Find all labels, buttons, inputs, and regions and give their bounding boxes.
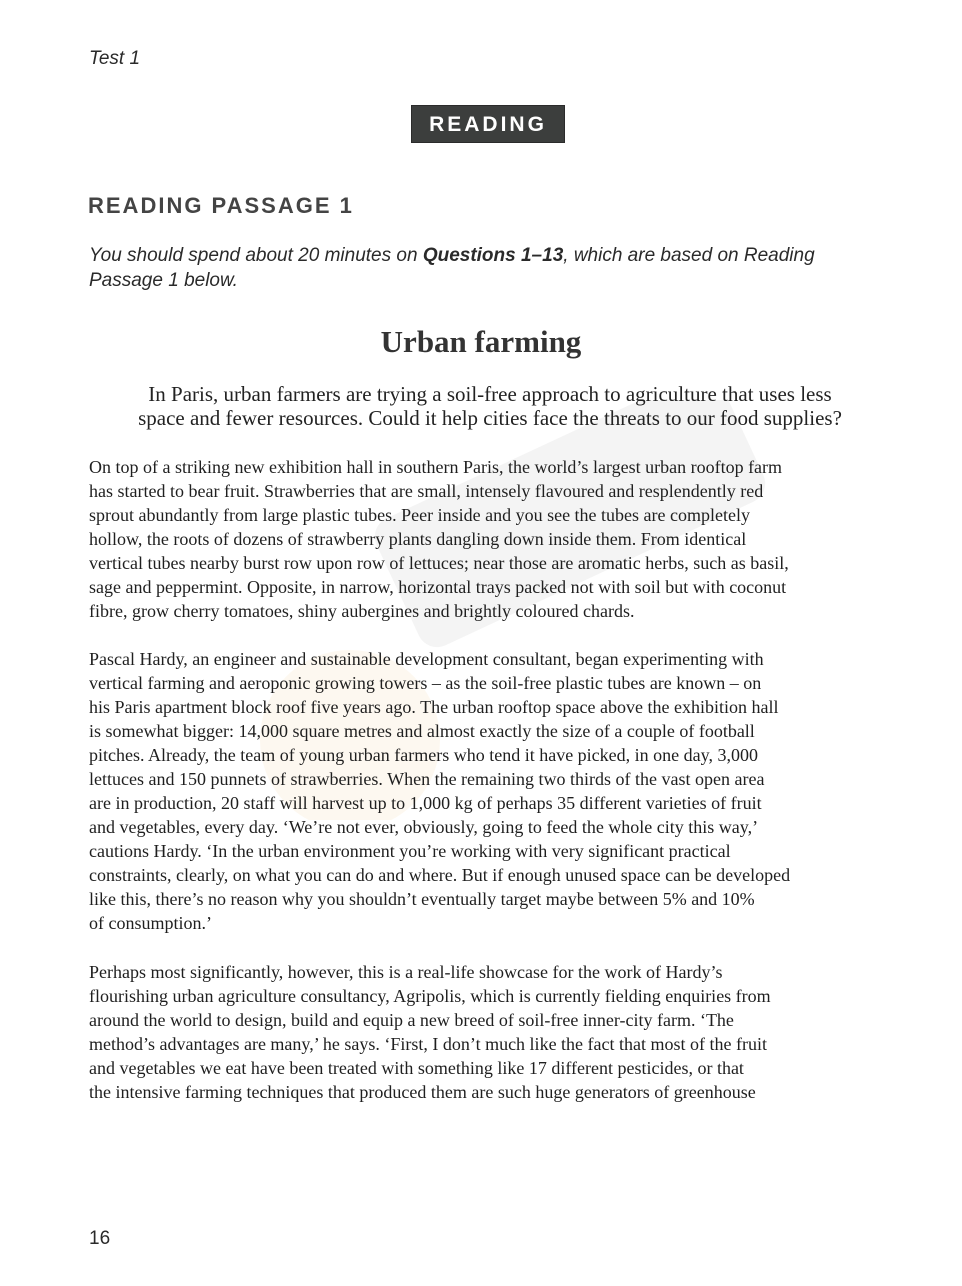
instruction-suffix: , which are based on Reading Passage 1 below. [89,245,815,291]
section-title-box: READING [411,105,565,143]
subtitle-line: In Paris, urban farmers are trying a soil-free approach to agriculture that uses less [148,382,832,406]
text-line: of consumption.’ [89,913,212,933]
text-line: Perhaps most significantly, however, this is a real-life showcase for the work of Hardy’s [89,962,723,982]
text-line: hollow, the roots of dozens of strawberry plants dangling down inside them. From identical [89,529,747,549]
text-line: method’s advantages are many,’ he says. ‘First, I don’t much like the fact that most of the fruit [89,1034,767,1054]
instruction-text [89,243,889,293]
text-line: sage and peppermint. Opposite, in narrow, horizontal trays packed not with soil but with coconut [89,577,787,597]
text-line: cautions Hardy. ‘In the urban environment you’re working with very significant practical [89,841,731,861]
text-line: like this, there’s no reason why you shouldn’t eventually target maybe between 5% and 10% [89,889,755,909]
text-line: his Paris apartment block roof five years ago. The urban rooftop space above the exhibition hall [89,697,779,717]
text-line: around the world to design, build and equip a new breed of soil-free inner-city farm. ‘The [89,1010,734,1030]
page-number: 16 [89,1228,111,1249]
instruction-questions: Questions 1–13 [422,245,564,266]
text-line: has started to bear fruit. Strawberries that are small, intensely flavoured and resplendently red [89,481,764,501]
test-label: Test 1 [89,48,141,69]
paragraph-2 [89,647,899,935]
text-line: is somewhat bigger: 14,000 square metres and almost exactly the size of a couple of football [89,721,755,741]
text-line: On top of a striking new exhibition hall in southern Paris, the world’s largest urban rooftop farm [89,457,783,477]
passage-heading: READING PASSAGE 1 [88,193,354,218]
text-line: pitches. Already, the team of young urban farmers who tend it have picked, in one day, 3,000 [89,745,758,765]
subtitle-line: space and fewer resources. Could it help cities face the threats to our food supplies? [138,406,842,430]
text-line: Pascal Hardy, an engineer and sustainable development consultant, began experimenting with [89,649,764,669]
text-line: vertical tubes nearby burst row upon row of lettuces; near those are aromatic herbs, such as basil, [89,553,789,573]
text-line: sprout abundantly from large plastic tubes. Peer inside and you see the tubes are completely [89,505,750,525]
text-line: flourishing urban agriculture consultancy, Agripolis, which is currently fielding enquiries from [89,986,771,1006]
text-line: vertical farming and aeroponic growing towers – as the soil-free plastic tubes are known – on [89,673,762,693]
passage-subtitle [90,382,890,430]
text-line: and vegetables we eat have been treated with something like 17 different pesticides, or that [89,1058,744,1078]
text-line: fibre, grow cherry tomatoes, shiny aubergines and brightly coloured chards. [89,601,635,621]
paragraph-1 [89,455,899,623]
text-line: lettuces and 150 punnets of strawberries. When the remaining two thirds of the vast open area [89,769,765,789]
text-line: the intensive farming techniques that produced them are such huge generators of greenhouse [89,1082,756,1102]
paragraph-3 [89,960,899,1104]
passage-title: Urban farming [380,324,582,359]
text-line: are in production, 20 staff will harvest up to 1,000 kg of perhaps 35 different varieties of fruit [89,793,762,813]
text-line: constraints, clearly, on what you can do and where. But if enough unused space can be developed [89,865,791,885]
text-line: and vegetables, every day. ‘We’re not ever, obviously, going to feed the whole city this way,’ [89,817,759,837]
instruction-prefix: You should spend about 20 minutes on [89,245,423,266]
